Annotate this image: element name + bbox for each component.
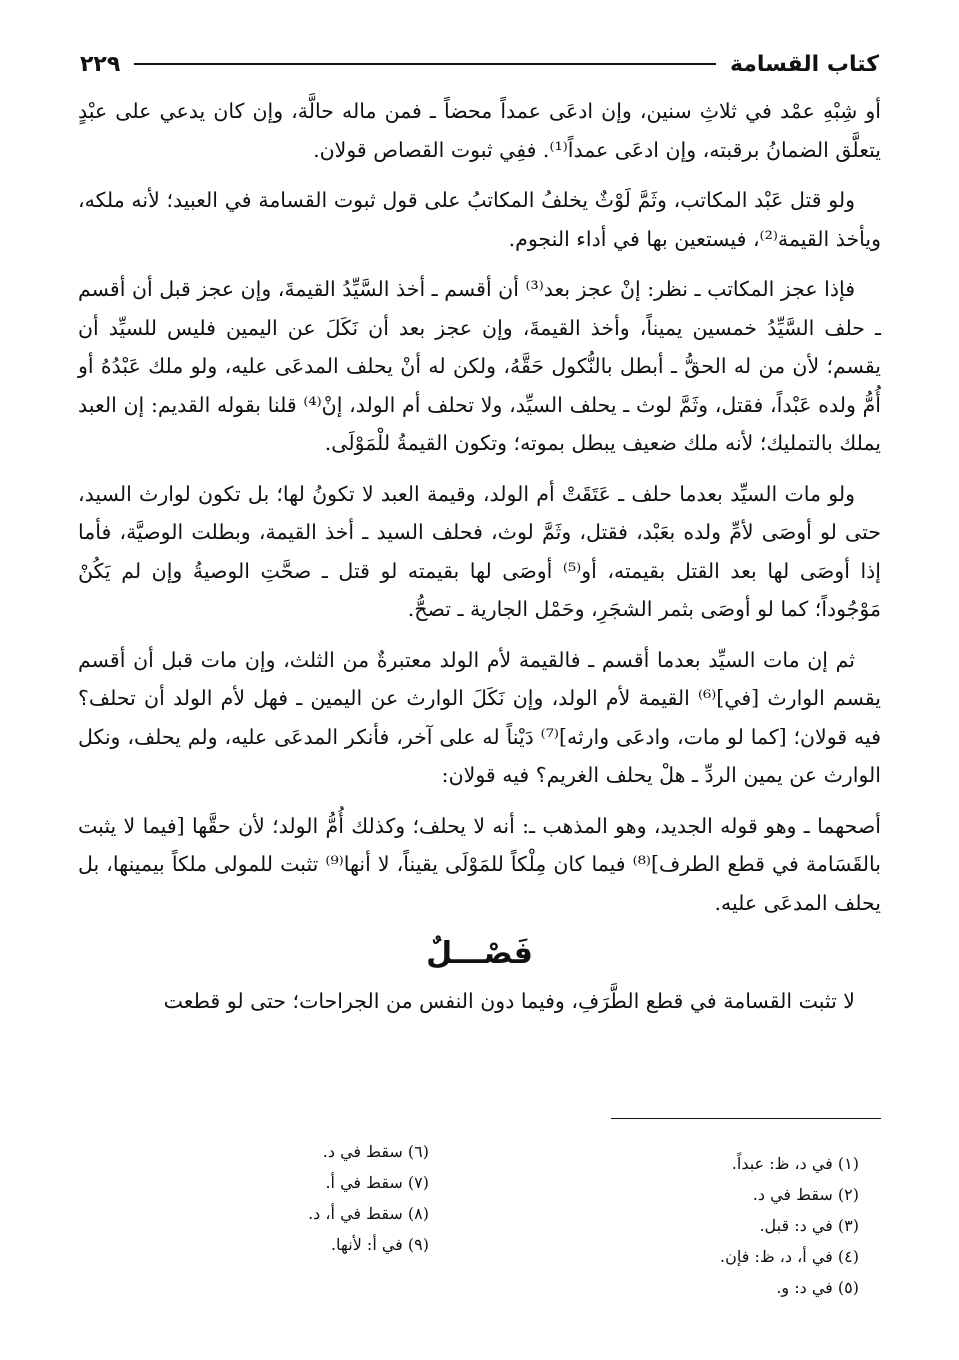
- paragraph-1: أو شِبْهِ عمْد في ثلاثِ سنين، وإن ادعَى عمداً محضاً ـ فمن ماله حالَّة، وإن كان يدعي على عبْدٍ يتعلَّق الضمانُ برقبته، وإن ادعَى عمداً⁽¹⁾. ففِي ثبوت القصاص قولان.: [78, 99, 881, 162]
- footnote-9: (٩) في أ: لأنها.: [330, 1235, 429, 1254]
- footnote-separator: [611, 1118, 881, 1119]
- book-title: كتاب القسامة: [729, 51, 879, 77]
- paragraph-5: ثم إن مات السيِّد بعدما أقسم ـ فالقيمة لأم الولد معتبرةٌ من الثلث، وإن مات قبل أن أقسم يقسم الوارث [في]⁽⁶⁾ القيمة لأم الولد، وإن نَكَلَ الوارث عن اليمين ـ فهل لأم الولد أن تحلف؟ فيه قولان؛ [كما لو مات، وادعَى وارثه]⁽⁷⁾ دَيْناً له على آخر، فأنكر المدعَى عليه، ولم يحلف، ونكل الوارث عن يمين الردِّ ـ هلْ يحلف الغريم؟ فيه قولان:: [78, 647, 881, 787]
- footnote-2: (٢) سقط في د.: [752, 1185, 859, 1204]
- paragraph-6: أصحهما ـ وهو قوله الجديد، وهو المذهب ـ: أنه لا يحلف؛ وكذلك أُمُّ الولد؛ لأن حقَّها [فيما لا يثبت بالقَسَامة في قطع الطرف]⁽⁸⁾ فيما كان مِلْكاً للمَوْلَى يقيناً، لا أنها⁽⁹⁾ تثبت للمولى ملكاً بيمينها، بل يحلف المدعَى عليه.: [78, 813, 882, 915]
- footnote-3: (٣) في د: قبل.: [759, 1216, 859, 1235]
- page-number: ٢٢٩: [80, 51, 121, 77]
- footnote-1: (١) في د، ظ: عبداً.: [731, 1154, 859, 1173]
- main-text: [78, 92, 881, 1033]
- footnote-5: (٥) في د: و.: [776, 1278, 859, 1297]
- header-rule: [134, 63, 716, 65]
- footnotes: [78, 1136, 859, 1303]
- footnotes-column-right: [539, 1136, 859, 1303]
- paragraph-3: فإذا عجز المكاتب ـ نظر: إنْ عجز بعد⁽³⁾ أن أقسم ـ أخذ السَّيِّدُ القيمةَ، وإن عجز قبل أن أقسم ـ حلف السَّيِّدُ خمسين يميناً، وأخذ القيمةَ، وإن عجز بعد أن نَكَلَ عن اليمين فليس للسيِّد أن يقسم؛ لأن من له الحقُّ ـ أبطل بالنُّكول حَقَّهُ، ولكن له أنْ يحلف المدعَى عليه، ولو ملك عَبْدُهُ أو أُمُّ ولده عَبْداً، فقتل، وثَمَّ لوث ـ يحلف السيِّد، ولا تحلف أم الولد، إنْ⁽⁴⁾ قلنا بقوله القديم: إن العبد يملك بالتمليك؛ لأنه ملك ضعيف يبطل بموته؛ وتكون القيمةُ للْمَوْلَى.: [78, 277, 881, 455]
- footnote-6: (٦) سقط في د.: [322, 1142, 429, 1161]
- footnote-8: (٨) سقط في أ، د.: [308, 1204, 429, 1223]
- paragraph-4: ولو مات السيِّد بعدما حلف ـ عَتَقَتْ أم الولد، وقيمة العبد لا تكونُ لها؛ بل تكون لوارث السيد، حتى لو أوصَى لأمِّ ولده بعَبْد، فقتل، وثَمَّ لوث، فحلف السيد ـ أخذ القيمة، وبطلت الوصيَّة، فأما إذا أوصَى لها بعد القتل بقيمته، أو⁽⁵⁾ أوصَى لها بقيمته لو قتل ـ صحَّتِ الوصيةُ وإن لم يَكُنْ مَوْجُوداً؛ كما لو أوصَى بثمر الشجَرِ، وحَمْل الجارية ـ تصحُّ.: [78, 481, 881, 621]
- paragraph-2: ولو قتل عَبْد المكاتب، وثَمَّ لَوْثٌ يخلفُ المكاتبُ على قول ثبوت القسامة في العبيد؛ لأنه ملكه، ويأخذ القيمة⁽²⁾، فيستعين بها في أداء النجوم.: [78, 188, 881, 251]
- footnote-4: (٤) في أ، د، ظ: فإن.: [720, 1247, 859, 1266]
- footnote-7: (٧) سقط في أ.: [325, 1173, 429, 1192]
- page-header: [80, 44, 879, 84]
- section-paragraph: لا تثبت القسامة في قطع الطَّرَفِ، وفيما دون النفس من الجراحات؛ حتى لو قطعت: [163, 989, 855, 1013]
- footnotes-column-left: [308, 1136, 429, 1303]
- section-heading: فَصْـــلٌ: [426, 936, 533, 971]
